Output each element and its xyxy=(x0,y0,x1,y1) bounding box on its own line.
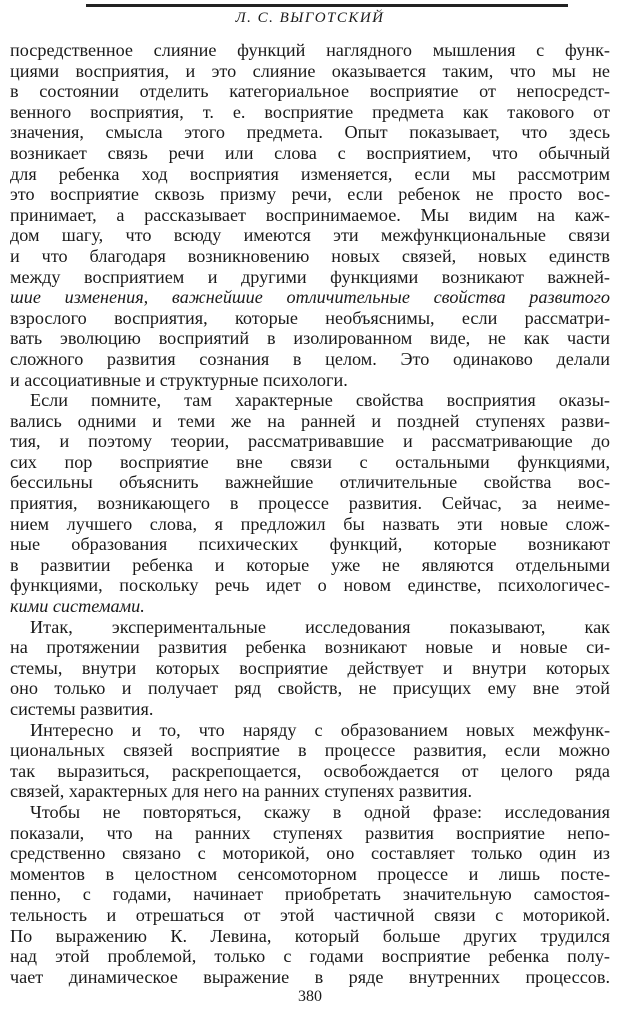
text-line: в состоянии отделить категориальное восприятие от непосредст- xyxy=(10,81,610,102)
text-line: По выражению К. Левина, который больше других трудился xyxy=(10,925,610,946)
text-line: нием лучшего слова, я предложил бы назвать эти новые слож- xyxy=(10,513,610,534)
page-number: 380 xyxy=(298,988,322,1005)
text-line: тия, и поэтому теории, рассматривавшие и рассматривающие до xyxy=(10,431,610,452)
text-line: моментов в целостном сенсомоторном процессе и лишь посте- xyxy=(10,863,610,884)
text-line: циональных связей восприятие в процессе развития, если можно xyxy=(10,740,610,761)
text-line: функциями, поскольку речь идет о новом единстве, психологичес- xyxy=(10,575,610,596)
text-line: Интересно и то, что наряду с образованием новых межфунк- xyxy=(30,719,610,740)
text-line: тельность и отрешаться от этой частичной связи с моторикой. xyxy=(10,904,610,925)
text-line: для ребенка ход восприятия изменяется, если мы рассмотрим xyxy=(10,163,610,184)
text-line: значения, смысла этого предмета. Опыт показывает, что здесь xyxy=(10,122,610,143)
text-line: стемы, внутри которых восприятие действует и внутри которых xyxy=(10,657,610,678)
text-line: ные образования психических функций, которые возникают xyxy=(10,534,610,555)
text-line: на протяжении развития ребенка возникают новые и новые си- xyxy=(10,637,610,658)
text-line: чает динамическое выражение в ряде внутренних процессов. xyxy=(10,966,610,987)
text-line: связей, характерных для него на ранних ступенях развития. xyxy=(10,781,473,802)
text-line: и что благодаря возникновению новых связей, новых единств xyxy=(10,245,610,266)
text-line: это восприятие сквозь призму речи, если ребенок не просто вос- xyxy=(10,184,610,205)
text-line: принимает, а рассказывает воспринимаемое. Мы видим на каж- xyxy=(10,204,610,225)
text-line: Чтобы не повторяться, скажу в одной фразе: исследования xyxy=(30,801,610,822)
text-line: Если помните, там характерные свойства восприятия оказы- xyxy=(30,390,610,411)
text-line: Итак, экспериментальные исследования показывают, как xyxy=(30,616,610,637)
text-line-italic: шие изменения, важнейшие отличительные свойства развитого xyxy=(10,287,610,308)
text-line: бессильны объяснить важнейшие отличительные свойства вос- xyxy=(10,472,610,493)
header-rule xyxy=(86,4,568,7)
text-line: оно только и получает ряд свойств, не присущих ему вне этой xyxy=(10,678,610,699)
text-line: между восприятием и другими функциями возникают важней- xyxy=(10,266,610,287)
text-line: системы развития. xyxy=(10,699,154,719)
text-line: приятия, возникающего в процессе развития. Сейчас, за неиме- xyxy=(10,493,610,514)
text-line: средственно связано с моторикой, оно составляет только один из xyxy=(10,843,610,864)
text-line: над этой проблемой, только с годами восприятие ребенка полу- xyxy=(10,946,610,967)
text-line: циями восприятия, и это слияние оказывается таким, что мы не xyxy=(10,60,610,81)
text-line: вались одними и теми же на ранней и поздней ступенях разви- xyxy=(10,410,610,431)
text-line: возникает связь речи или слова с восприятием, что обычный xyxy=(10,142,610,163)
text-line: и ассоциативные и структурные психологи. xyxy=(10,369,348,390)
text-line: сложного развития сознания в целом. Это одинаково делали xyxy=(10,348,610,369)
text-line: в развитии ребенка и которые уже не являются отдельными xyxy=(10,554,610,575)
text-line: показали, что на ранних ступенях развития восприятие непо- xyxy=(10,822,610,843)
running-head: Л. С. ВЫГОТСКИЙ xyxy=(235,10,385,26)
text-line: сих пор восприятие вне связи с остальными функциями, xyxy=(10,451,610,472)
text-line: пенно, с годами, начинает приобретать значительную самостоя- xyxy=(10,884,610,905)
text-line: взрослого восприятия, которые необъяснимы, если рассматри- xyxy=(10,307,610,328)
page-body xyxy=(10,40,610,987)
text-line: посредственное слияние функций наглядного мышления с функ- xyxy=(10,40,610,60)
text-line: дом шагу, что всюду имеются эти межфункциональные связи xyxy=(10,225,610,246)
text-line: венного восприятия, т. е. восприятие предмета как такового от xyxy=(10,101,610,122)
text-line: вать эволюцию восприятий в изолированном виде, не как части xyxy=(10,328,610,349)
text-line: так выразиться, раскрепощается, освобождается от целого ряда xyxy=(10,760,610,781)
text-line-italic: кими системами. xyxy=(10,596,145,617)
